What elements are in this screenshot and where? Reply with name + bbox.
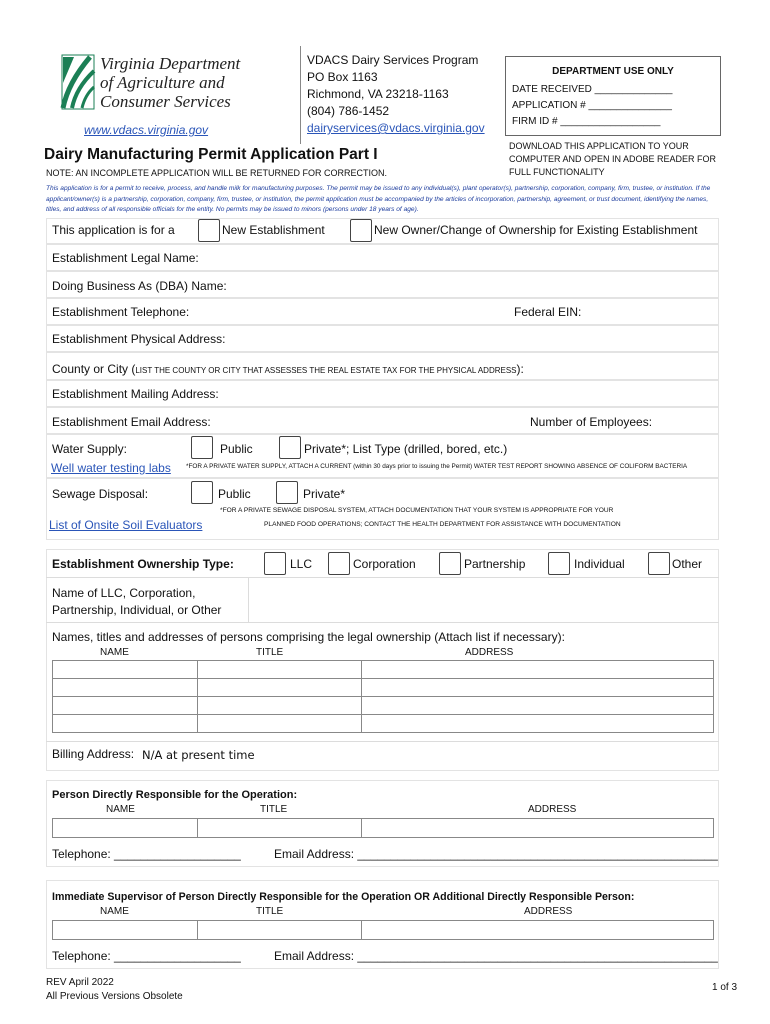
entity-name-label-line1: Name of LLC, Corporation,: [52, 586, 196, 600]
dept-use-box: [505, 56, 721, 136]
supervisor-col-title: TITLE: [256, 906, 284, 917]
owner-2-address-cell[interactable]: [361, 678, 714, 697]
employees-label: Number of Employees:: [530, 415, 653, 429]
physical-address-label: Establishment Physical Address:: [52, 332, 226, 346]
ownership-type-divider: [46, 577, 719, 578]
owners-col-title: TITLE: [256, 647, 284, 658]
water-supply-label: Water Supply:: [52, 442, 127, 456]
county-label-text: County or City (: [52, 362, 136, 376]
intro-text: This application is for a permit to receive, process, and handle milk for manufacturing purposes. The permit may be issued to any individual(s), plant operator(s), partnership, corporation, company, firm, trustee, or institution. If the applicant/owner(s) is a partnership, corporation, company, firm, trustee, or institution, the permit application must be accompanied by the articles of incorporation, partnership, agreement, or trust document, identifying the names, titles, and address of all responsible officials for the entity. No permits may be issued to minors (persons under 18 years of age).: [46, 185, 711, 213]
responsible-title-cell[interactable]: [197, 818, 362, 838]
change-ownership-label: New Owner/Change of Ownership for Existing Establishment: [374, 223, 698, 237]
well-water-labs-link[interactable]: Well water testing labs: [51, 461, 171, 475]
application-number-field: APPLICATION # _______________: [512, 100, 672, 111]
owners-list-label: Names, titles and addresses of persons comprising the legal ownership (Attach list if necessary):: [52, 630, 565, 644]
ownership-corporation-checkbox[interactable]: [328, 552, 350, 575]
sewage-public-checkbox[interactable]: [191, 481, 213, 504]
responsible-heading: Person Directly Responsible for the Operation:: [52, 789, 298, 801]
owners-table: [52, 660, 714, 735]
supervisor-email-field[interactable]: Email Address: ______________________________________________________: [274, 949, 718, 963]
footer-revision: REV April 2022: [46, 977, 114, 988]
supervisor-heading: Immediate Supervisor of Person Directly Responsible for the Operation OR Additional Directly Responsible Person:: [52, 891, 635, 903]
ownership-partnership-checkbox[interactable]: [439, 552, 461, 575]
date-received-field: DATE RECEIVED ______________: [512, 84, 673, 95]
billing-divider: [46, 741, 719, 742]
legal-name-label: Establishment Legal Name:: [52, 251, 199, 265]
contact-city: Richmond, VA 23218-1163: [307, 87, 449, 101]
owner-4-address-cell[interactable]: [361, 714, 714, 733]
application-type-label: This application is for a: [52, 223, 175, 237]
owner-1-title-cell[interactable]: [197, 660, 362, 679]
sewage-public-label: Public: [218, 487, 251, 501]
entity-name-input[interactable]: [250, 579, 717, 620]
sewage-private-label: Private*: [303, 487, 346, 501]
billing-address-value[interactable]: N/A at present time: [142, 748, 255, 762]
contact-block: [307, 52, 485, 137]
new-establishment-checkbox[interactable]: [198, 219, 220, 242]
owner-2-title-cell[interactable]: [197, 678, 362, 697]
responsible-name-cell[interactable]: [52, 818, 198, 838]
water-private-label: Private*; List Type (drilled, bored, etc.): [304, 442, 508, 456]
owner-3-title-cell[interactable]: [197, 696, 362, 715]
responsible-address-cell[interactable]: [361, 818, 714, 838]
entity-name-label: [52, 585, 221, 619]
sewage-note-line1: *FOR A PRIVATE SEWAGE DISPOSAL SYSTEM, ATTACH DOCUMENTATION THAT YOUR SYSTEM IS APPROPRIATE FOR YOUR: [220, 507, 614, 514]
change-ownership-checkbox[interactable]: [350, 219, 372, 242]
ownership-other-checkbox[interactable]: [648, 552, 670, 575]
mailing-address-label: Establishment Mailing Address:: [52, 387, 219, 401]
owner-1-name-cell[interactable]: [52, 660, 198, 679]
owners-col-name: NAME: [100, 647, 129, 658]
contact-email-link[interactable]: dairyservices@vdacs.virginia.gov: [307, 121, 485, 135]
ownership-individual-checkbox[interactable]: [548, 552, 570, 575]
owner-4-title-cell[interactable]: [197, 714, 362, 733]
entity-name-label-line2: Partnership, Individual, or Other: [52, 603, 222, 617]
agency-website-link[interactable]: www.vdacs.virginia.gov: [84, 123, 209, 137]
county-label-note: LIST THE COUNTY OR CITY THAT ASSESSES THE REAL ESTATE TAX FOR THE PHYSICAL ADDRESS: [135, 366, 517, 375]
ownership-name-divider: [46, 622, 719, 623]
firm-id-field: FIRM ID # __________________: [512, 116, 661, 127]
ownership-other-label: Other: [672, 557, 703, 571]
ownership-corporation-label: Corporation: [353, 557, 416, 571]
responsible-col-address: ADDRESS: [528, 804, 577, 815]
incomplete-note: NOTE: AN INCOMPLETE APPLICATION WILL BE RETURNED FOR CORRECTION.: [46, 168, 388, 178]
new-establishment-label: New Establishment: [222, 223, 325, 237]
sewage-disposal-label: Sewage Disposal:: [52, 487, 149, 501]
supervisor-col-name: NAME: [100, 906, 129, 917]
owner-2-name-cell[interactable]: [52, 678, 198, 697]
responsible-col-title: TITLE: [260, 804, 288, 815]
form-title: Dairy Manufacturing Permit Application Part I: [44, 146, 378, 163]
owners-col-address: ADDRESS: [465, 647, 514, 658]
sewage-private-checkbox[interactable]: [276, 481, 298, 504]
water-public-label: Public: [220, 442, 253, 456]
supervisor-telephone-field[interactable]: Telephone: ___________________: [52, 949, 241, 963]
supervisor-title-cell[interactable]: [197, 920, 362, 940]
contact-program: VDACS Dairy Services Program: [307, 53, 479, 67]
water-public-checkbox[interactable]: [191, 436, 213, 459]
header-divider: [300, 46, 301, 144]
owner-3-address-cell[interactable]: [361, 696, 714, 715]
responsible-telephone-field[interactable]: Telephone: ___________________: [52, 847, 241, 861]
dept-use-title: DEPARTMENT USE ONLY: [552, 66, 674, 77]
ownership-llc-checkbox[interactable]: [264, 552, 286, 575]
supervisor-name-cell[interactable]: [52, 920, 198, 940]
ownership-individual-label: Individual: [574, 557, 625, 571]
sewage-note-line2: PLANNED FOOD OPERATIONS; CONTACT THE HEALTH DEPARTMENT FOR ASSISTANCE WITH DOCUMENTATION: [264, 521, 621, 528]
agency-name-line1: Virginia Department: [100, 54, 241, 73]
county-label-end: ):: [516, 362, 524, 376]
owner-3-name-cell[interactable]: [52, 696, 198, 715]
agency-logo: [60, 53, 96, 111]
county-label: [52, 360, 524, 378]
agency-name: [100, 54, 240, 111]
ein-label: Federal EIN:: [514, 305, 582, 319]
ownership-name-vertical: [248, 577, 249, 622]
supervisor-col-address: ADDRESS: [524, 906, 573, 917]
supervisor-table: [52, 920, 714, 940]
agency-name-line2: of Agriculture and: [100, 73, 225, 92]
ownership-type-label: Establishment Ownership Type:: [52, 557, 234, 571]
billing-address-label: Billing Address:: [52, 747, 135, 761]
telephone-label: Establishment Telephone:: [52, 305, 190, 319]
owner-1-address-cell[interactable]: [361, 660, 714, 679]
contact-po-box: PO Box 1163: [307, 70, 378, 84]
footer-obsolete: All Previous Versions Obsolete: [46, 991, 183, 1002]
responsible-col-name: NAME: [106, 804, 135, 815]
water-note: *FOR A PRIVATE WATER SUPPLY, ATTACH A CURRENT (within 30 days prior to issuing the Permit) WATER TEST REPORT SHOWING ABSENCE OF COLIFORM BACTERIA: [186, 463, 688, 470]
contact-phone: (804) 786-1452: [307, 104, 390, 118]
owner-4-name-cell[interactable]: [52, 714, 198, 733]
dba-label: Doing Business As (DBA) Name:: [52, 279, 227, 293]
responsible-table: [52, 818, 714, 838]
download-note: DOWNLOAD THIS APPLICATION TO YOUR COMPUTER AND OPEN IN ADOBE READER FOR FULL FUNCTIONALITY: [509, 141, 717, 177]
agency-name-line3: Consumer Services: [100, 92, 231, 111]
water-private-checkbox[interactable]: [279, 436, 301, 459]
soil-evaluators-link[interactable]: List of Onsite Soil Evaluators: [49, 518, 203, 532]
email-address-label: Establishment Email Address:: [52, 415, 211, 429]
footer-page-number: 1 of 3: [712, 982, 738, 993]
ownership-partnership-label: Partnership: [464, 557, 526, 571]
ownership-llc-label: LLC: [290, 557, 313, 571]
responsible-email-field[interactable]: Email Address: ______________________________________________________: [274, 847, 718, 861]
supervisor-address-cell[interactable]: [361, 920, 714, 940]
